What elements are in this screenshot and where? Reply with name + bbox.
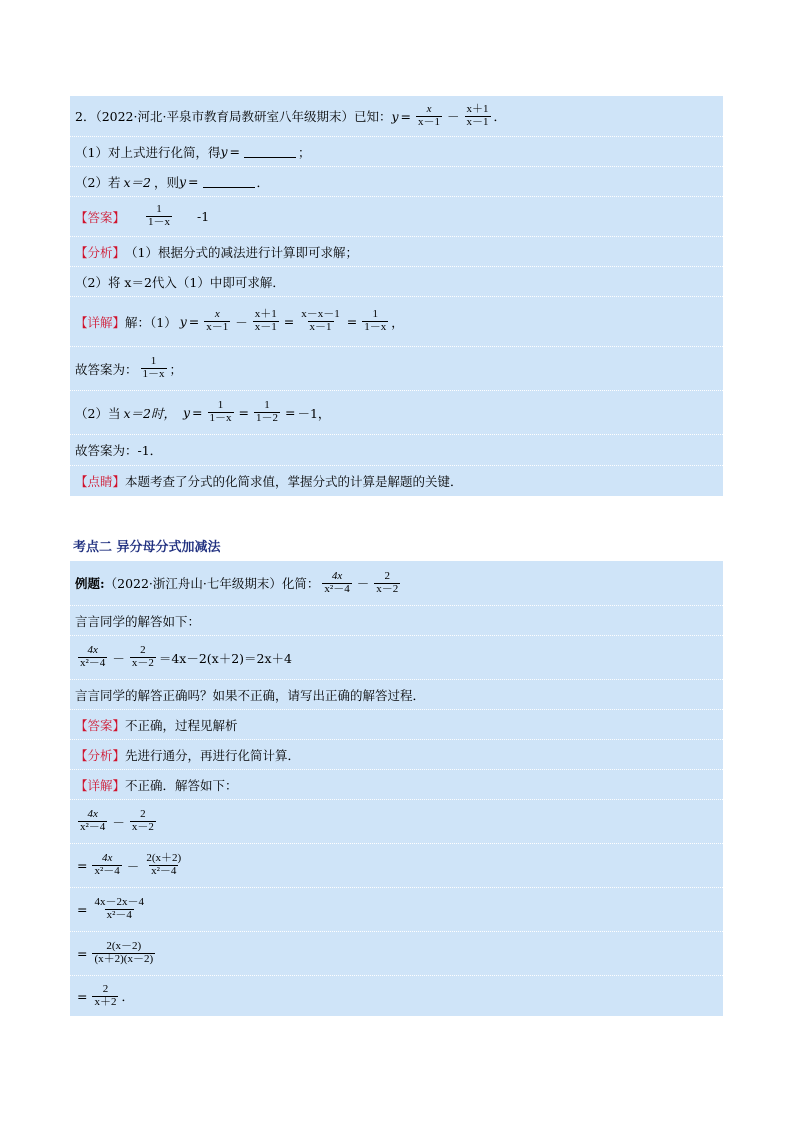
p1-end: ； [298, 144, 311, 160]
example-text: （2022·浙江舟山·七年级期末）化简： [104, 576, 320, 591]
equals: = [77, 988, 88, 1004]
minus: － [447, 109, 460, 124]
detail2-cond: x＝2时， [123, 405, 176, 421]
frac-combined: $\frac{x-x-1}{x-1}$ [301, 308, 340, 333]
frac-result: $\frac{1}{1-x}$ [364, 308, 387, 333]
analysis-text-2: （2）将 x＝2代入（1）中即可求解． [75, 274, 285, 290]
p2-end: ． [256, 174, 270, 190]
detail-label: 【详解】 [75, 777, 126, 793]
var-y: y [220, 144, 228, 159]
student-rhs: ＝4x－2(x＋2)＝2x＋4 [158, 650, 292, 666]
detail-pre: 解：（1） [125, 314, 177, 330]
equals: = [229, 144, 241, 159]
var-y: y [179, 314, 187, 329]
step-end: ． [121, 989, 134, 1004]
answer-blank[interactable] [244, 145, 296, 158]
step-3 [70, 887, 723, 931]
conclusion-2: 故答案为：-1． [75, 443, 163, 458]
q2-part2-line [70, 166, 723, 196]
q2-problem-line [70, 96, 723, 136]
student-text: 言言同学的解答如下： [75, 613, 201, 629]
frac-1-over-1mx: $\frac{1}{1-x}$ [148, 203, 171, 228]
detail-label: 【详解】 [75, 314, 126, 330]
q2-part1-line [70, 136, 723, 166]
step-2 [70, 843, 723, 887]
analysis-text-1: （1）根据分式的减法进行计算即可求解； [125, 244, 358, 260]
frac-4x-over-x2m4: $\frac{4x}{\text{x²－4}}$ [94, 852, 120, 877]
frac-factored: $\frac{2(x-2)}{(x+2)(x-2)}$ [94, 940, 154, 965]
q2-comment-line [70, 465, 723, 496]
answer-label: 【答案】 [75, 717, 126, 733]
p2-mid: ，则 [153, 174, 179, 190]
var-y: y [182, 405, 191, 420]
equals: = [77, 902, 88, 917]
comment-label: 【点睛】 [75, 474, 126, 489]
equals: = [400, 108, 412, 124]
frac-1-over-1mx: $\frac{1}{1-x}$ [209, 399, 232, 424]
equals: = [285, 405, 296, 420]
step-1 [70, 799, 723, 843]
frac-4x-over-x2m4: $\frac{4x}{\text{x²－4}}$ [80, 808, 106, 833]
var-y: y [178, 174, 187, 189]
var-y: y [391, 108, 399, 124]
frac-4x-over-x2m4: $\frac{4x}{\text{x²－4}}$ [80, 644, 106, 669]
frac-2-over-xm2: $\frac{2}{x-2}$ [131, 808, 154, 833]
detail-line [70, 769, 723, 799]
analysis-line [70, 739, 723, 769]
equals: = [283, 314, 295, 329]
answer-blank[interactable] [203, 175, 255, 188]
conclusion-text: 故答案为： [75, 361, 138, 377]
frac-xp1-over-xm1: $\frac{x+1}{x-1}$ [466, 102, 489, 128]
minus: － [112, 814, 125, 830]
q2-analysis-line-2 [70, 266, 723, 296]
student-solution [70, 635, 723, 679]
answer-text: 不正确，过程见解析 [125, 717, 238, 733]
analysis-label: 【分析】 [75, 244, 126, 260]
frac-1-over-1m2: $\frac{1}{1-2}$ [256, 399, 278, 424]
end-dot: ． [493, 109, 507, 124]
equals: = [77, 858, 88, 873]
q2-conclusion-2 [70, 434, 723, 465]
conclusion-end: ； [169, 361, 183, 377]
p2-text: （2）若 [75, 174, 121, 190]
answer-value-2: -1 [197, 209, 210, 224]
question-2-block [70, 96, 723, 496]
frac-final: $\frac{2}{x+2}$ [94, 982, 117, 1008]
equals: = [346, 314, 358, 329]
analysis-label: 【分析】 [75, 747, 126, 763]
student-line [70, 605, 723, 635]
detail2-value: －1， [297, 405, 331, 421]
p1-text: （1）对上式进行化简，得 [75, 144, 221, 160]
p2-cond: x＝2 [123, 174, 151, 190]
example-block [70, 561, 723, 1016]
frac-combined: $\frac{4x-2x-4}{\text{x²－4}}$ [94, 896, 144, 921]
step-5 [70, 975, 723, 1016]
section-heading: 考点二 异分母分式加减法 [73, 540, 221, 555]
frac-2-over-xm2: $\frac{2}{x-2}$ [376, 569, 399, 595]
step-4 [70, 931, 723, 975]
equals: = [188, 174, 199, 189]
q2-conclusion-1 [70, 346, 723, 390]
frac-2-over-xm2: $\frac{2}{x-2}$ [131, 644, 154, 669]
example-line [70, 561, 723, 605]
answer-line [70, 709, 723, 739]
frac-x-over-xm1: $\frac{x}{x-1}$ [418, 102, 441, 128]
detail-text: 不正确．解答如下： [125, 777, 238, 793]
equals: = [77, 946, 88, 961]
question-line [70, 679, 723, 709]
minus: － [356, 576, 370, 591]
question-text: 言言同学的解答正确吗？如果不正确，请写出正确的解答过程． [75, 687, 426, 703]
minus: － [112, 650, 125, 666]
example-label: 例题: [75, 576, 105, 591]
analysis-text: 先进行通分，再进行化简计算． [125, 747, 301, 763]
q2-intro: 2．（2022·河北·平泉市教育局教研室八年级期末）已知： [75, 109, 392, 124]
minus: － [235, 314, 248, 330]
equals: = [188, 314, 200, 329]
detail-end: ， [391, 314, 404, 330]
frac-2xp2-over-x2m4: $\frac{2(x+2)}{\text{x²－4}}$ [146, 852, 182, 877]
minus: － [126, 858, 140, 874]
q2-answer-line [70, 196, 723, 236]
frac-4x-over-x2m4: $\frac{4x}{\text{x²－4}}$ [324, 569, 350, 595]
detail2-pre: （2）当 [75, 405, 121, 421]
q2-detail-line-2 [70, 390, 723, 434]
frac-xp1-over-xm1: $\frac{x+1}{x-1}$ [254, 308, 277, 333]
frac-x-over-xm1: $\frac{x}{x-1}$ [206, 308, 229, 333]
comment-text: 本题考查了分式的化简求值，掌握分式的计算是解题的关键． [125, 474, 463, 489]
answer-label: 【答案】 [75, 209, 126, 225]
q2-detail-line-1 [70, 296, 723, 346]
frac-1-over-1mx: $\frac{1}{1-x}$ [142, 355, 165, 380]
equals: = [238, 405, 249, 420]
equals: = [192, 405, 203, 420]
q2-analysis-line-1 [70, 236, 723, 266]
